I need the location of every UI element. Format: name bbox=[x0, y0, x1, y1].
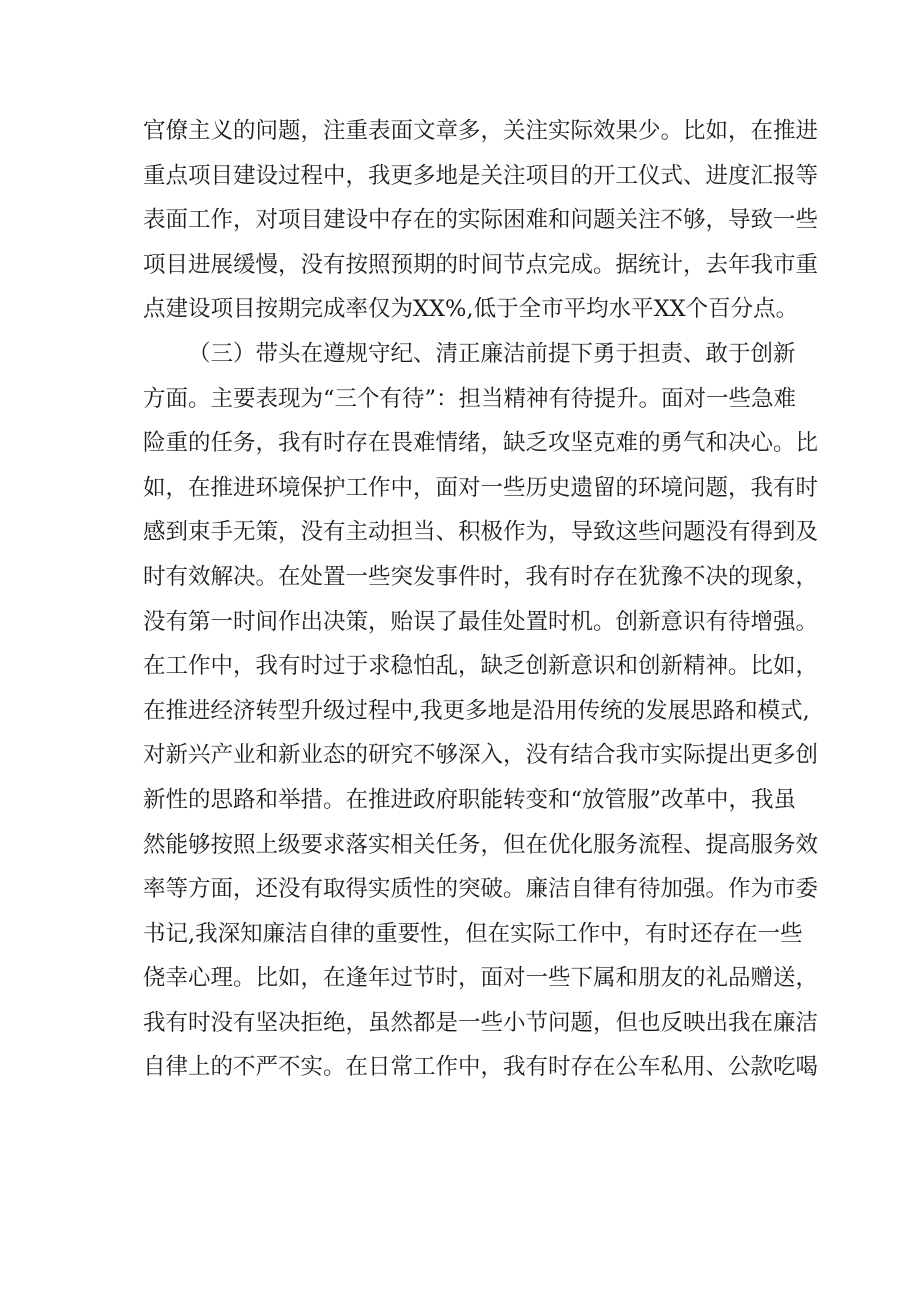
text-line: 然能够按照上级要求落实相关任务，但在优化服务流程、提高服务效 bbox=[143, 831, 819, 858]
text-line: 项目进展缓慢，没有按照预期的时间节点完成。据统计，去年我市重 bbox=[143, 251, 819, 278]
text-line: 感到束手无策，没有主动担当、积极作为，导致这些问题没有得到及 bbox=[143, 519, 819, 546]
text-line: 在推进经济转型升级过程中,我更多地是沿用传统的发展思路和模式, bbox=[143, 697, 810, 724]
text-line: 如，在推进环境保护工作中，面对一些历史遗留的环境问题，我有时 bbox=[143, 474, 819, 501]
text-line: 在工作中，我有时过于求稳怕乱，缺乏创新意识和创新精神。比如， bbox=[143, 653, 819, 680]
text-line: 新性的思路和举措。在推进政府职能转变和“放管服”改革中，我虽 bbox=[143, 786, 797, 813]
text-line: 自律上的不严不实。在日常工作中，我有时存在公车私用、公款吃喝 bbox=[143, 1054, 819, 1081]
text-line: 书记,我深知廉洁自律的重要性，但在实际工作中，有时还存在一些 bbox=[143, 920, 803, 947]
text-line: 时有效解决。在处置一些突发事件时，我有时存在犹豫不决的现象， bbox=[143, 563, 819, 590]
text-line: 表面工作，对项目建设中存在的实际困难和问题关注不够，导致一些 bbox=[143, 207, 819, 234]
text-line: 方面。主要表现为“三个有待”：担当精神有待提升。面对一些急难 bbox=[143, 385, 797, 412]
body-text bbox=[143, 109, 819, 1090]
text-line: 险重的任务，我有时存在畏难情绪，缺乏攻坚克难的勇气和决心。比 bbox=[143, 430, 819, 457]
text-line: 重点项目建设过程中，我更多地是关注项目的开工仪式、进度汇报等 bbox=[143, 162, 819, 189]
text-line: 点建设项目按期完成率仅为XX%,低于全市平均水平XX个百分点。 bbox=[143, 296, 799, 323]
text-line: 率等方面，还没有取得实质性的突破。廉洁自律有待加强。作为市委 bbox=[143, 876, 819, 903]
text-line: 对新兴产业和新业态的研究不够深入，没有结合我市实际提出更多创 bbox=[143, 742, 819, 769]
text-line: 我有时没有坚决拒绝，虽然都是一些小节问题，但也反映出我在廉洁 bbox=[143, 1009, 819, 1036]
section-heading-line: （三）带头在遵规守纪、清正廉洁前提下勇于担责、敢于创新 bbox=[188, 340, 796, 367]
text-line: 侥幸心理。比如，在逢年过节时，面对一些下属和朋友的礼品赠送， bbox=[143, 965, 819, 992]
text-line: 官僚主义的问题，注重表面文章多，关注实际效果少。比如，在推进 bbox=[143, 118, 819, 144]
text-line: 没有第一时间作出决策，贻误了最佳处置时机。创新意识有待增强。 bbox=[143, 608, 819, 635]
